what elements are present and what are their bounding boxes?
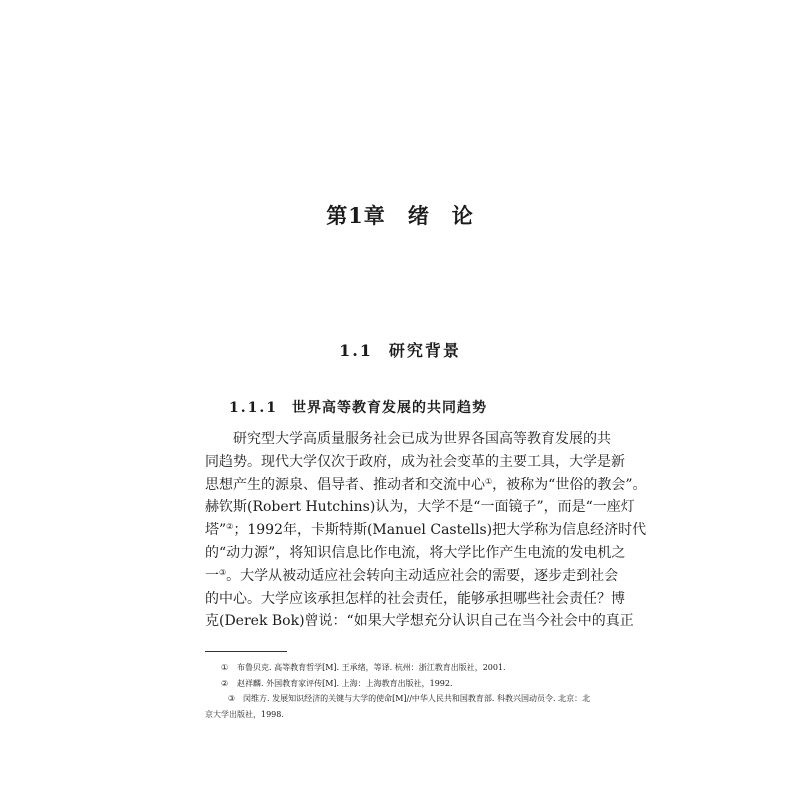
body-line-text: 一	[205, 567, 219, 584]
body-line-text: 思想产生的源泉、倡导者、推动者和交流中心	[205, 476, 485, 493]
subsection-number: 1.1.1	[229, 400, 278, 416]
footnote-text: 赵祥麟. 外国教育家评传[M]. 上海：上海教育出版社，1992.	[237, 678, 453, 688]
footnote-item	[205, 660, 597, 676]
body-line	[205, 519, 647, 542]
body-line	[205, 565, 619, 588]
body-line: 赫钦斯(Robert Hutchins)认为，大学不是“一面镜子”，而是“一座灯	[205, 499, 635, 516]
footnote-text: 闵维方. 发展知识经济的关键与大学的使命[M]//中华人民共和国教育部. 科教兴国动员令. 北京：北京大学出版社，1998.	[205, 694, 591, 719]
body-line-text: ；1992年，卡斯特斯(Manuel Castells)把大学称为信息经济时代	[233, 522, 647, 539]
body-line-text: ，被称为“世俗的教会”。	[492, 476, 647, 493]
body-line	[205, 474, 647, 497]
body-paragraph	[205, 428, 647, 633]
chapter-title	[0, 200, 800, 230]
footnote-ref[interactable]: ②	[226, 522, 234, 532]
chapter-number: 第1章	[326, 203, 386, 228]
body-line-text: 。大学从被动适应社会转向主动适应社会的需要，逐步走到社会	[226, 567, 619, 584]
body-line: 同趋势。现代大学仅次于政府，成为社会变革的主要工具，大学是新	[205, 453, 625, 470]
body-line: 的中心。大学应该承担怎样的社会责任，能够承担哪些社会责任？博	[205, 590, 625, 607]
footnote-ref[interactable]: ③	[219, 567, 227, 577]
subsection-name: 世界高等教育发展的共同趋势	[291, 400, 487, 416]
body-line: 研究型大学高质量服务社会已成为世界各国高等教育发展的共	[233, 431, 611, 447]
body-line: 的“动力源”，将知识信息比作电流，将大学比作产生电流的发电机之	[205, 544, 626, 561]
section-name: 研究背景	[388, 341, 461, 360]
body-line-text: 塔”	[205, 522, 227, 539]
footnote-mark: ①	[221, 663, 229, 672]
chapter-name: 绪 论	[407, 203, 474, 228]
section-number: 1.1	[339, 341, 373, 360]
footnote-mark: ③	[227, 694, 235, 703]
footnote-divider	[205, 651, 287, 652]
footnote-mark: ②	[221, 678, 229, 688]
body-line: 克(Derek Bok)曾说：“如果大学想充分认识自己在当今社会中的真正	[205, 613, 634, 630]
section-heading	[0, 338, 800, 361]
footnote-list	[205, 660, 597, 722]
footnote-item	[205, 676, 597, 692]
footnote-text: 布鲁贝克. 高等教育哲学[M]. 王承绪，等译. 杭州：浙江教育出版社，2001.	[237, 663, 506, 672]
footnote-ref[interactable]: ①	[485, 476, 493, 486]
subsection-heading	[229, 397, 487, 417]
footnote-item	[205, 691, 597, 722]
